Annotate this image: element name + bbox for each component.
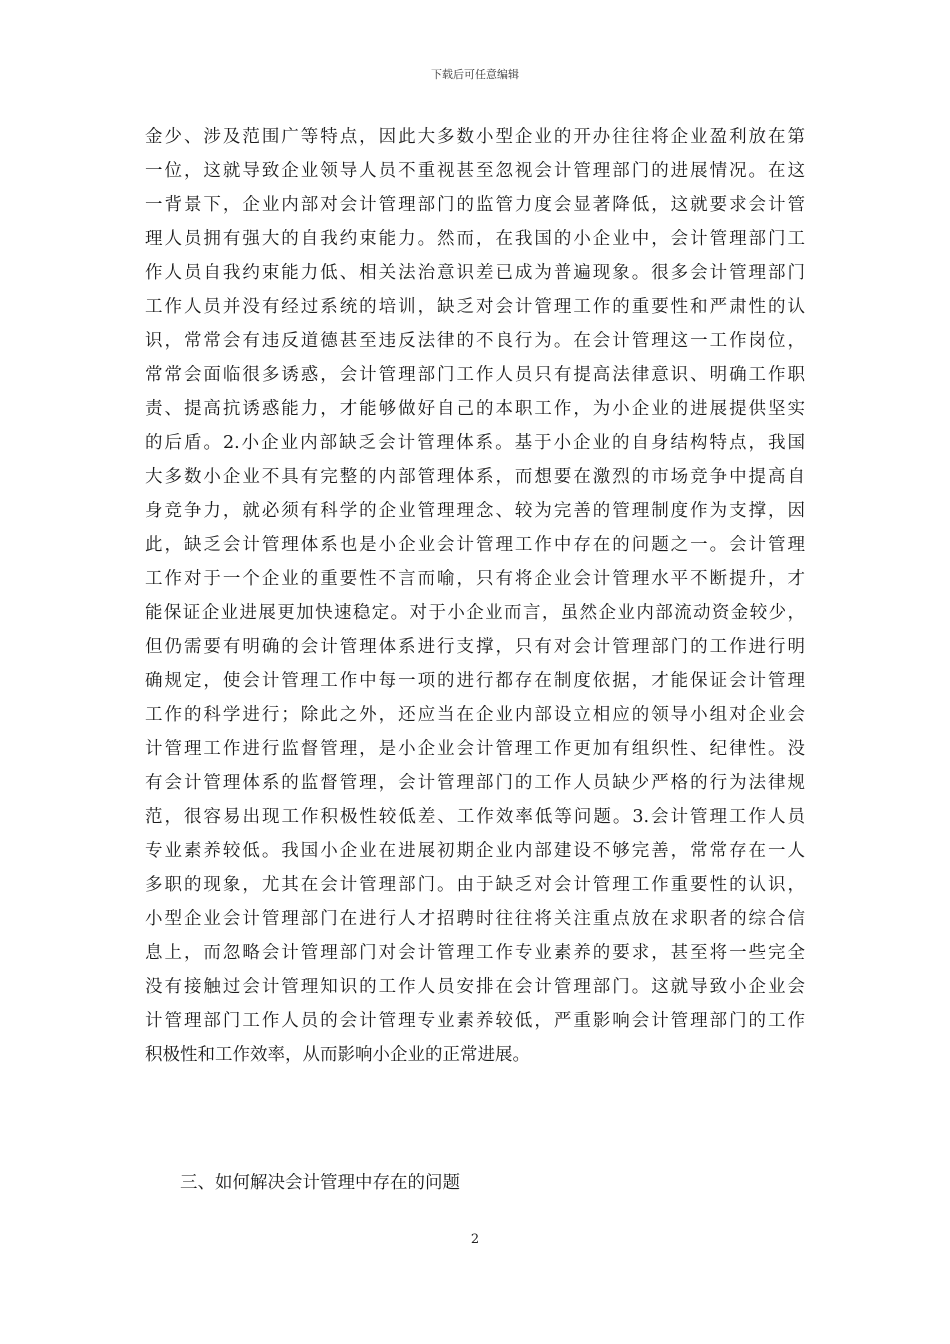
paragraph-line: 常常会面临很多诱惑，会计管理部门工作人员只有提高法律意识、明确工作职 bbox=[145, 365, 805, 385]
paragraph-line: 识，常常会有违反道德甚至违反法律的不良行为。在会计管理这一工作岗位， bbox=[145, 331, 805, 351]
paragraph-line: 没有接触过会计管理知识的工作人员安排在会计管理部门。这就导致小企业会 bbox=[145, 977, 805, 997]
paragraph-line-last: 积极性和工作效率，从而影响小企业的正常进展。 bbox=[145, 1045, 530, 1065]
paragraph-line: 大多数小企业不具有完整的内部管理体系，而想要在激烈的市场竞争中提高自 bbox=[145, 467, 805, 487]
paragraph-line: 工作对于一个企业的重要性不言而喻，只有将企业会计管理水平不断提升，才 bbox=[145, 569, 805, 589]
paragraph-line: 专业素养较低。我国小企业在进展初期企业内部建设不够完善，常常存在一人 bbox=[145, 841, 805, 861]
paragraph-line: 工作的科学进行；除此之外，还应当在企业内部设立相应的领导小组对企业会 bbox=[145, 705, 805, 725]
paragraph-line: 一背景下，企业内部对会计管理部门的监管力度会显著降低，这就要求会计管 bbox=[145, 195, 805, 215]
paragraph-line: 息上，而忽略会计管理部门对会计管理工作专业素养的要求，甚至将一些完全 bbox=[145, 943, 805, 963]
page-number: 2 bbox=[470, 1232, 480, 1247]
paragraph-line: 此，缺乏会计管理体系也是小企业会计管理工作中存在的问题之一。会计管理 bbox=[145, 535, 805, 555]
paragraph-line: 金少、涉及范围广等特点，因此大多数小型企业的开办往往将企业盈利放在第 bbox=[145, 127, 805, 147]
paragraph-line: 一位，这就导致企业领导人员不重视甚至忽视会计管理部门的进展情况。在这 bbox=[145, 161, 805, 181]
paragraph-line: 计管理工作进行监督管理，是小企业会计管理工作更加有组织性、纪律性。没 bbox=[145, 739, 805, 759]
paragraph-line: 计管理部门工作人员的会计管理专业素养较低，严重影响会计管理部门的工作 bbox=[145, 1011, 805, 1031]
paragraph-line: 确规定，使会计管理工作中每一项的进行都存在制度依据，才能保证会计管理 bbox=[145, 671, 805, 691]
paragraph-line: 身竞争力，就必须有科学的企业管理理念、较为完善的管理制度作为支撑，因 bbox=[145, 501, 805, 521]
paragraph-line: 的后盾。2.小企业内部缺乏会计管理体系。基于小企业的自身结构特点，我国 bbox=[145, 433, 805, 453]
paragraph-line: 作人员自我约束能力低、相关法治意识差已成为普遍现象。很多会计管理部门 bbox=[145, 263, 805, 283]
section-heading: 三、如何解决会计管理中存在的问题 bbox=[180, 1173, 460, 1193]
body-paragraph bbox=[145, 120, 805, 1072]
paragraph-line: 范，很容易出现工作积极性较低差、工作效率低等问题。3.会计管理工作人员 bbox=[145, 807, 805, 827]
paragraph-line: 小型企业会计管理部门在进行人才招聘时往往将关注重点放在求职者的综合信 bbox=[145, 909, 805, 929]
paragraph-line: 能保证企业进展更加快速稳定。对于小企业而言，虽然企业内部流动资金较少， bbox=[145, 603, 805, 623]
paragraph-line: 工作人员并没有经过系统的培训，缺乏对会计管理工作的重要性和严肃性的认 bbox=[145, 297, 805, 317]
paragraph-line: 理人员拥有强大的自我约束能力。然而，在我国的小企业中，会计管理部门工 bbox=[145, 229, 805, 249]
paragraph-line: 责、提高抗诱惑能力，才能够做好自己的本职工作，为小企业的进展提供坚实 bbox=[145, 399, 805, 419]
paragraph-line: 多职的现象，尤其在会计管理部门。由于缺乏对会计管理工作重要性的认识， bbox=[145, 875, 805, 895]
paragraph-line: 但仍需要有明确的会计管理体系进行支撑，只有对会计管理部门的工作进行明 bbox=[145, 637, 805, 657]
paragraph-line: 有会计管理体系的监督管理，会计管理部门的工作人员缺少严格的行为法律规 bbox=[145, 773, 805, 793]
page-header-note: 下载后可任意编辑 bbox=[431, 68, 519, 81]
